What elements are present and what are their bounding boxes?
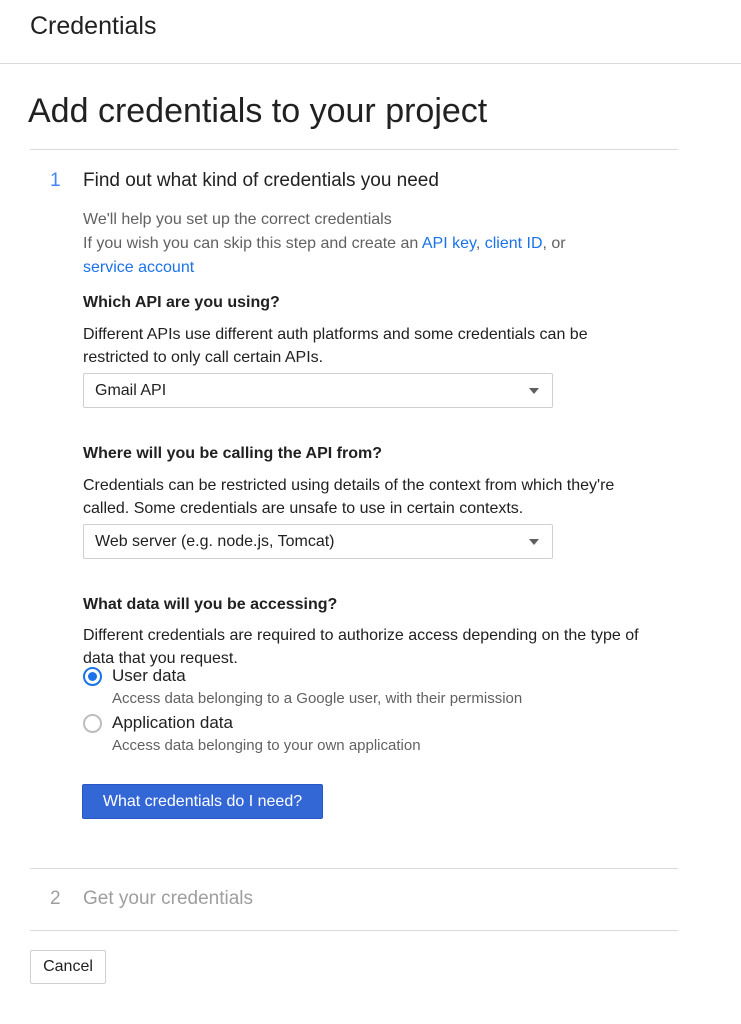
chevron-down-icon [529, 388, 539, 394]
calling-select[interactable] [83, 524, 553, 559]
radio-selected-dot [88, 672, 97, 681]
data-question-title: What data will you be accessing? [83, 596, 338, 613]
or-separator: , or [542, 235, 566, 252]
step-2-number: 2 [50, 888, 61, 909]
service-account-link[interactable]: service account [83, 259, 195, 276]
divider [30, 868, 678, 869]
api-key-link[interactable]: API key [421, 235, 476, 252]
api-question-description: Different APIs use different auth platforms and some credentials can be restricted to only call certain APIs. [83, 326, 588, 366]
application-data-sublabel: Access data belonging to your own application [112, 737, 421, 754]
user-data-radio[interactable] [83, 667, 102, 686]
divider [30, 149, 678, 150]
chevron-down-icon [529, 539, 539, 545]
calling-select-value: Web server (e.g. node.js, Tomcat) [95, 533, 335, 550]
api-select[interactable] [83, 373, 553, 408]
page-title: Add credentials to your project [28, 92, 488, 130]
data-question-description: Different credentials are required to authorize access depending on the type of data that you request. [83, 627, 639, 667]
intro-line-2-text: If you wish you can skip this step and create an [83, 235, 422, 252]
step-1-intro [83, 208, 643, 280]
application-data-radio[interactable] [83, 714, 102, 733]
what-credentials-button[interactable]: What credentials do I need? [82, 784, 323, 819]
api-question-title: Which API are you using? [83, 294, 280, 311]
cancel-button[interactable]: Cancel [30, 950, 106, 984]
calling-question-description: Credentials can be restricted using details of the context from which they're called. Some credentials are unsafe to use in certain contexts. [83, 477, 615, 517]
top-bar [0, 0, 741, 64]
step-2-title: Get your credentials [83, 888, 254, 909]
step-1-title: Find out what kind of credentials you need [83, 170, 439, 191]
intro-line-2 [83, 232, 643, 256]
user-data-sublabel: Access data belonging to a Google user, with their permission [112, 690, 523, 707]
topbar-title: Credentials [30, 12, 157, 40]
divider [30, 930, 678, 931]
comma-separator: , [475, 235, 485, 252]
application-data-label[interactable]: Application data [112, 713, 233, 732]
client-id-link[interactable]: client ID [484, 235, 543, 252]
user-data-label[interactable]: User data [112, 666, 186, 685]
step-1-number: 1 [50, 170, 61, 191]
calling-question-title: Where will you be calling the API from? [83, 445, 382, 462]
intro-line-1: We'll help you set up the correct credentials [83, 211, 392, 228]
intro-line-3 [83, 256, 643, 280]
api-select-value: Gmail API [95, 382, 167, 399]
